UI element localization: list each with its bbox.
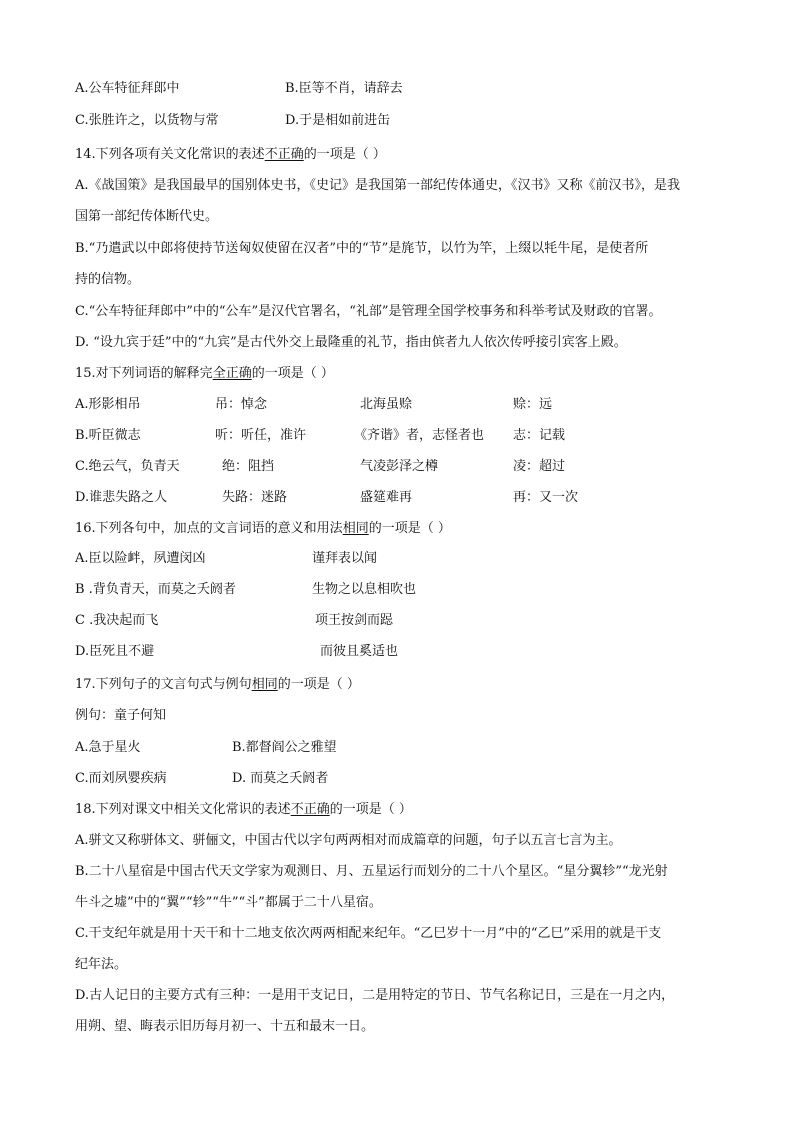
q17-stem: 17.下列句子的文言句式与例句相同的一项是（ ） xyxy=(75,677,360,692)
q13-option-b: B.臣等不肖，请辞去 xyxy=(285,81,403,96)
q16-row-a-sentence2: 谨拜表以闻 xyxy=(312,551,378,566)
q16-row-c-sentence2: 项王按剑而跽 xyxy=(315,613,394,628)
q18-option-c-line1: C.干支纪年就是用十天干和十二地支依次两两相配来纪年。“乙巳岁十一月”中的“乙巳”采用的就是干支 xyxy=(75,926,662,941)
q16-row-c-sentence1: C .我决起而飞 xyxy=(75,613,159,628)
q17-stem-underlined: 相同 xyxy=(251,677,278,692)
q13-option-c: C.张胜许之，以货物与常 xyxy=(75,113,219,128)
q14-stem: 14.下列各项有关文化常识的表述不正确的一项是（ ） xyxy=(75,147,386,162)
q14-option-a-line2: 国第一部纪传体断代史。 xyxy=(75,209,219,224)
q15-row-c-gloss2: 凌：超过 xyxy=(513,459,566,474)
q16-stem: 16.下列各句中，加点的文言词语的意义和用法相同的一项是（ ） xyxy=(75,521,451,536)
q16-row-b-sentence2: 生物之以息相吹也 xyxy=(312,582,417,597)
q16-row-b-sentence1: B .背负青天，而莫之夭阏者 xyxy=(75,582,236,597)
q15-row-a-gloss1: 吊：悼念 xyxy=(215,397,268,412)
q14-option-b-line2: 持的信物。 xyxy=(75,272,141,287)
q18-stem: 18.下列对课文中相关文化常识的表述不正确的一项是（ ） xyxy=(75,802,412,817)
q15-row-a-term2: 北海虽赊 xyxy=(360,397,413,412)
q17-option-c: C.而刘夙婴疾病 xyxy=(75,771,167,786)
q15-row-c-term2: 气凌彭泽之樽 xyxy=(360,459,439,474)
q18-option-b-line2: 牛斗之墟”中的“翼”“轸”“牛”“斗”都属于二十八星宿。 xyxy=(75,895,382,910)
q15-stem: 15.对下列词语的解释完全正确的一项是（ ） xyxy=(75,366,334,381)
q15-row-c-term1: C.绝云气，负青天 xyxy=(75,459,180,474)
q17-option-a: A.急于星火 xyxy=(75,740,141,755)
q17-option-b: B.都督阎公之雅望 xyxy=(232,740,337,755)
q15-row-a-gloss2: 赊：远 xyxy=(513,397,553,412)
q15-row-b-gloss2: 志：记载 xyxy=(513,428,566,443)
q15-row-a-term1: A.形影相吊 xyxy=(75,397,141,412)
q18-option-d-line2: 用朔、望、晦表示旧历每月初一、十五和最末一日。 xyxy=(75,1019,375,1034)
q17-option-d: D. 而莫之夭阏者 xyxy=(232,771,329,786)
q15-row-b-term2: 《齐谐》者，志怪者也 xyxy=(354,428,485,443)
q18-option-c-line2: 纪年法。 xyxy=(75,957,128,972)
q15-row-b-gloss1: 听：听任，准许 xyxy=(215,428,307,443)
q15-row-d-term1: D.谁悲失路之人 xyxy=(75,490,168,505)
q14-option-c: C.“公车特征拜郎中”中的“公车”是汉代官署名，“礼部”是管理全国学校事务和科举考试及财政的官署。 xyxy=(75,304,662,319)
q16-row-a-sentence1: A.臣以险衅，夙遭闵凶 xyxy=(75,551,206,566)
q15-row-c-gloss1: 绝：阻挡 xyxy=(222,459,275,474)
q15-row-d-gloss2: 再：又一次 xyxy=(513,490,579,505)
q15-row-d-term2: 盛筵难再 xyxy=(360,490,413,505)
q13-option-a: A.公车特征拜郎中 xyxy=(75,81,180,96)
q16-stem-underlined: 相同 xyxy=(342,521,369,536)
q15-stem-underlined: 全正确 xyxy=(212,366,252,381)
q18-option-a: A.骈文又称骈体文、骈俪文，中国古代以字句两两相对而成篇章的问题，句子以五言七言为主。 xyxy=(75,833,622,848)
q14-stem-underlined: 不正确 xyxy=(264,147,304,162)
q13-option-d: D.于是相如前进缶 xyxy=(285,113,391,128)
q15-row-d-gloss1: 失路：迷路 xyxy=(222,490,288,505)
q14-option-a-line1: A.《战国策》是我国最早的国别体史书，《史记》是我国第一部纪传体通史，《汉书》又称《前汉书》，是我 xyxy=(75,178,681,193)
q18-stem-underlined: 不正确 xyxy=(290,802,330,817)
q17-example: 例句：童子何知 xyxy=(75,708,167,723)
q18-option-b-line1: B.二十八星宿是中国古代天文学家为观测日、月、五星运行而划分的二十八个星区。“星分翼轸”“龙光射 xyxy=(75,864,668,879)
q18-option-d-line1: D.古人记日的主要方式有三种：一是用干支记日，二是用特定的节日、节气名称记日，三是在一月之内， xyxy=(75,988,675,1003)
q14-option-b-line1: B.“乃遣武以中郎将使持节送匈奴使留在汉者”中的“节”是旄节，以竹为竿，上缀以牦牛尾，是使者所 xyxy=(75,241,649,256)
q14-option-d: D. “设九宾于廷”中的“九宾”是古代外交上最隆重的礼节，指由傧者九人依次传呼接引宾客上殿。 xyxy=(75,335,627,350)
q15-row-b-term1: B.听臣微志 xyxy=(75,428,141,443)
q16-row-d-sentence2: 而彼且奚适也 xyxy=(320,644,399,659)
q16-row-d-sentence1: D.臣死且不避 xyxy=(75,644,155,659)
